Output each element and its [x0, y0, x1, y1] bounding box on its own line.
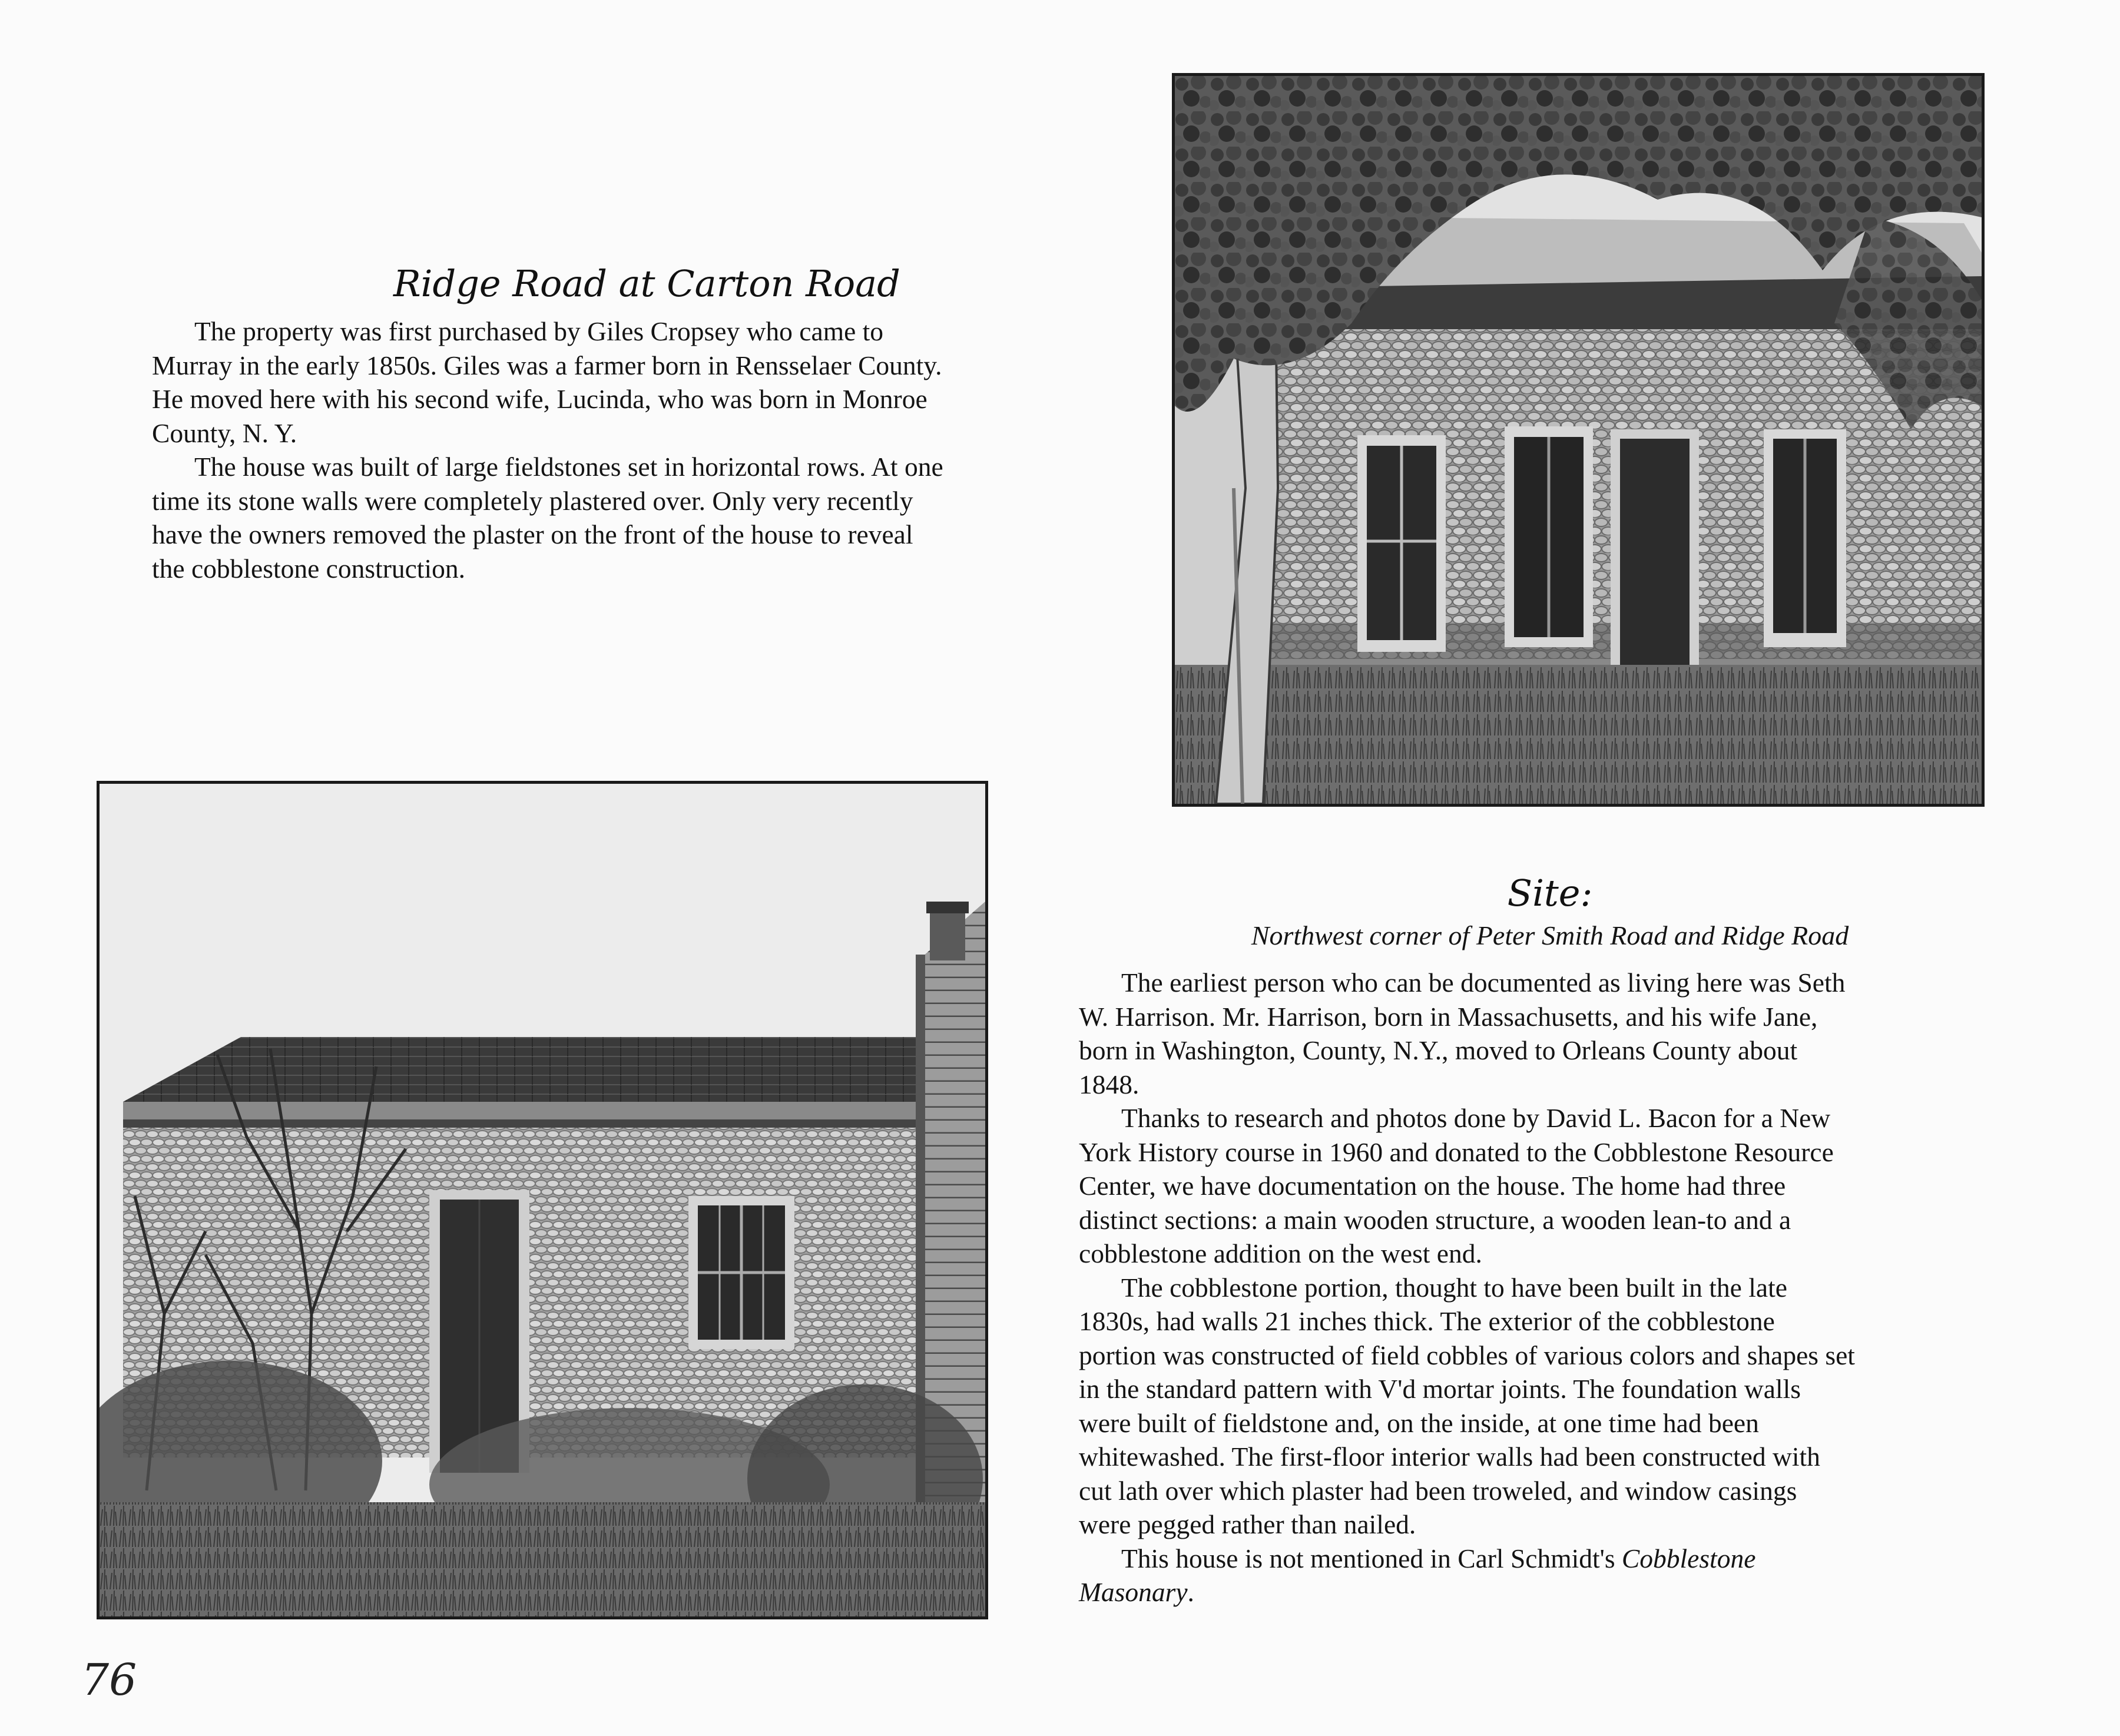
- photo-cobblestone-addition: [97, 781, 988, 1619]
- text-line: [1079, 1575, 2021, 1609]
- house-photo-illustration: [1175, 76, 1982, 804]
- section-heading: Ridge Road at Carton Road: [393, 262, 900, 305]
- closing-prefix: This house is not mentioned in Carl Schmidt's: [1121, 1543, 1622, 1573]
- text-line: 1830s, had walls 21 inches thick. The exterior of the cobblestone: [1079, 1306, 1775, 1336]
- text-line: County, N. Y.: [152, 418, 297, 448]
- text-line: the cobblestone construction.: [152, 553, 465, 584]
- text-line: The earliest person who can be documented as living here was Seth: [1121, 968, 1846, 998]
- text-line: Center, we have documentation on the house. The home had three: [1079, 1171, 1786, 1201]
- section-site: [1079, 872, 2021, 1609]
- text-line: time its stone walls were completely plastered over. Only very recently: [152, 485, 913, 516]
- text-line: have the owners removed the plaster on the front of the house to reveal: [152, 519, 913, 549]
- text-line: Thanks to research and photos done by David L. Bacon for a New: [1121, 1103, 1831, 1133]
- closing-suffix: .: [1187, 1577, 1194, 1607]
- section-ridge-road: [152, 260, 1118, 585]
- text-line: cobblestone addition on the west end.: [1079, 1238, 1482, 1268]
- text-line: born in Washington, County, N.Y., moved to Orleans County about: [1079, 1035, 1798, 1065]
- book-title-part-2: Masonary: [1079, 1577, 1188, 1607]
- addition-photo-illustration: [100, 784, 985, 1616]
- text-line: [1079, 1542, 2021, 1576]
- text-line: Murray in the early 1850s. Giles was a farmer born in Rensselaer County.: [152, 350, 942, 380]
- book-title-part-1: Cobblestone: [1621, 1543, 1756, 1573]
- text-line: in the standard pattern with V'd mortar joints. The foundation walls: [1079, 1374, 1801, 1404]
- text-line: cut lath over which plaster had been troweled, and window casings: [1079, 1475, 1797, 1506]
- section-heading: Site:: [1507, 872, 1593, 915]
- paragraph: [152, 450, 1118, 585]
- site-location: Northwest corner of Peter Smith Road and Ridge Road: [1251, 920, 1849, 950]
- text-line: 1848.: [1079, 1069, 1140, 1099]
- text-line: York History course in 1960 and donated to the Cobblestone Resource: [1079, 1137, 1834, 1167]
- paragraph: [1079, 1101, 2021, 1271]
- text-line: distinct sections: a main wooden structure, a wooden lean-to and a: [1079, 1204, 1791, 1235]
- text-line: whitewashed. The first-floor interior walls had been constructed with: [1079, 1442, 1820, 1472]
- text-line: The cobblestone portion, thought to have been built in the late: [1121, 1272, 1787, 1303]
- text-line: portion was constructed of field cobbles of various colors and shapes set: [1079, 1340, 1855, 1370]
- photo-cobblestone-house-with-tree: [1172, 73, 1985, 807]
- closing-paragraph: [1079, 1542, 2021, 1609]
- section-body: [152, 314, 1118, 585]
- paragraph: [1079, 966, 2021, 1101]
- text-line: were pegged rather than nailed.: [1079, 1509, 1416, 1539]
- text-line: The house was built of large fieldstones set in horizontal rows. At one: [194, 452, 943, 482]
- paragraph: [152, 314, 1118, 450]
- section-body: [1079, 966, 2021, 1609]
- text-line: The property was first purchased by Giles Cropsey who came to: [194, 316, 884, 346]
- text-line: were built of fieldstone and, on the inside, at one time had been: [1079, 1407, 1759, 1438]
- text-line: W. Harrison. Mr. Harrison, born in Massachusetts, and his wife Jane,: [1079, 1001, 1818, 1032]
- page-number: 76: [81, 1655, 137, 1705]
- text-line: He moved here with his second wife, Lucinda, who was born in Monroe: [152, 384, 928, 414]
- paragraph: [1079, 1271, 2021, 1542]
